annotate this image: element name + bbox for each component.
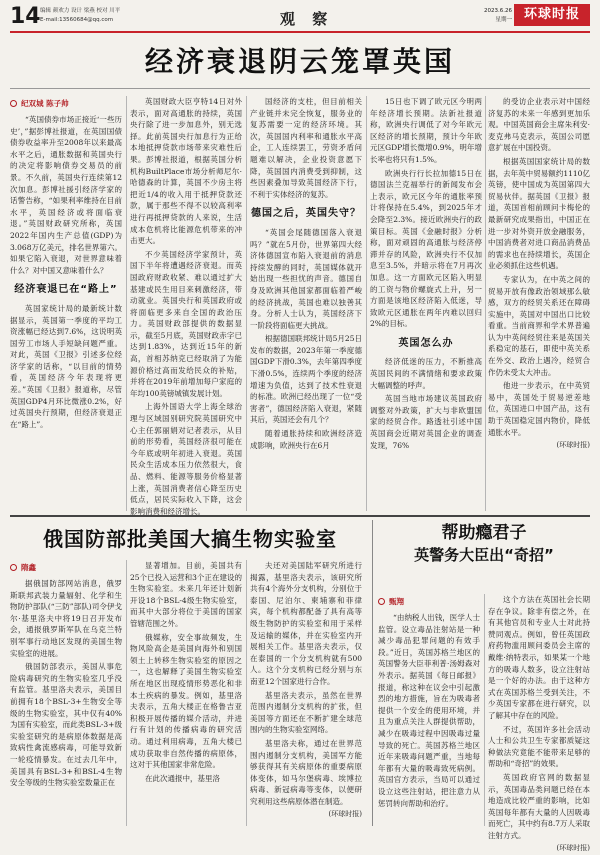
article2-author: 隋鑫 — [21, 563, 36, 572]
article1-author: 纪双城 陈子帅 — [21, 99, 69, 108]
article2-paragraph: 据俄国防部网站消息，俄罗斯联邦武装力量辐射、化学和生物防护部队(“三防”部队)司令伊戈尔·基里洛夫中将19日召开发布会，通报俄罗斯军队在乌克兰特别军事行动地区发现的美国生物实验室的进展。 — [10, 579, 122, 658]
article2-column-2 — [130, 560, 242, 826]
article1-column-1 — [10, 96, 122, 511]
article3-paragraph: “由纳税人出钱，医学人士监管。设立毒品注射站是一种减少毒品犯罪问题的有效手段。”近日，英国苏格兰地区的英国警务大臣菲利普·汤姆森对外表示。据英国《每日邮报》报道，称这种在议会中引起激烈的地方措施，旨在为吸毒者提供一个安全的使用环境，并且为重点关注人群提供帮助，减少在吸毒过程中因吸毒过量导致的死亡。英国苏格兰地区近年来吸毒问题严重，当地每年都有大量的吸毒致死病例。英国官方表示，当局可以通过设立这些注射站，把注意力从惩罚转向帮助和治疗。 — [378, 613, 480, 808]
article3-paragraph: 不过，英国许多社会活动人士和公共卫生专家都质疑这种做法究竟能不能带来足够的帮助和“奇招”的效果。 — [488, 724, 590, 769]
article1-paragraph: 经济低迷的压力，不断推高英国民间的不满情绪和要求政策大幅调整的呼声。 — [370, 357, 482, 390]
article3-column-1 — [378, 594, 480, 826]
article2-paragraph: 在此次通报中，基里洛 — [145, 773, 220, 783]
article1-paragraph: 欧洲央行行长拉加德15日在德国法兰克福举行的新闻发布会上表示，欧元区今年的通胀率预计将保持在5.4%，到2025年才会降至2.3%。接近欧洲央行的政策目标。英国《金融时报》分析称，面对顽固的高通胀与经济停滞并存的风险，欧洲央行不仅加息至3.5%，并暗示将在7月再次加息。这一方面欧元区陷入明显的工资与物价螺旋式上升，另一方面是该地区经济陷入低迷，导致欧元区通胀在两年内难以回归2%的目标。 — [370, 168, 482, 329]
column-divider — [126, 560, 127, 826]
article1-paragraph: 英国家统计局的最新统计数据显示，英国第一季度的平均工资涨幅已经达到7.6%，这说明英国劳工市场人手短缺问题严重。对此，英国《卫报》引述多位经济学家的话称，“以目前的情势看，英国经济今年表现将更差。”英国《卫报》报道称，尽管英国GDP4月环比微涨0.2%，好过英国央行预期，但经济衰退正在“路上”。 — [10, 303, 122, 429]
article-divider — [372, 520, 373, 826]
article3-paragraph: 英国政府官网的数据显示，英国毒品类问题已经在本地造成比较严重的影响，比如英国每年都有大量的人因吸毒而死亡，其中约有8.7万人采取注射方式。 — [488, 772, 590, 840]
article1-paragraph: 根据英国国家统计局的数据，去年英中贸易额约1110亿英镑，使中国成为英国第四大贸易伙伴。据英国《卫报》报道，英国首相前顾问卡梅伦的最新研究成果指出，中国正在进一步对外资开放金融服务，中国消费者对进口商品消费品的需求也在持续增长，英国企业必须抓住这些机遇。 — [488, 156, 590, 271]
article1-paragraph: 英国财政大臣亨特14日对外表示，面对高通胀的持续，英国央行除了进一步加息外，别无选择。此前英国央行加息行为正给本地抵押贷款市场带来灾难性后果。彭博社报道，根据英国分析机构BuiltPlace市场分析师尼尔·哈德森的计算，英国不少房主将把近1/4的收入用于抵押贷款还款，属于那些不得不以较高利率进行再抵押贷款的人来说，生活成本危机将比能源危机带来的冲击更大。 — [130, 97, 242, 246]
article3-author: 甄翔 — [389, 597, 404, 606]
article1-subheading-3: 英国怎么办 — [398, 337, 454, 349]
section-rule — [10, 515, 590, 517]
column-divider — [246, 560, 247, 826]
article2-headline: 俄国防部批美国大搞生物实验室 — [43, 527, 337, 551]
article2-paragraph: 显著增加。目前，美国共有25个已投入运营和3个正在建设的生物实验室。未来几年还计划新开设18个BSL-4级生物实验室，而其中大部分将位于美国的国家管辖范围之外。 — [130, 561, 242, 628]
article2-paragraph: 俄国防部表示，美国从事危险病毒研究的生物实验室几乎没有监管。基里洛夫表示，美国目前拥有18个BSL-3+生物安全等级的生物实验室，其中仅有40%为国有实验室，而此类BSL-3+级实验室研究的是病原体数据是高致病性禽流感病毒，可能导致新一轮疫情暴发。在过去几年中，美国具有BSL-3+和BSL-4生物安全等级的生物实验室数量正在 — [10, 662, 122, 788]
article2-column-1 — [10, 560, 122, 826]
article3-column-2 — [488, 594, 590, 853]
column-divider — [366, 96, 367, 511]
page-number: 14 — [10, 4, 41, 29]
editor-email: E-mail:13560684@qq.com — [40, 17, 114, 23]
article1-paragraph: 国经济的支柱，但目前相关产业链并未完全恢复，服务业的复苏需要一定的经济环境。其次，英国国内利率和通胀水平高企，工人连续罢工，劳资矛盾问题难以解决，企业投资意愿下降，英国国内消费受到抑制，这些因素叠加导致英国经济下行，不利于实体经济的复苏。 — [250, 97, 362, 199]
article2-paragraph: 夫还对美国陆军研究所进行揭露，基里洛夫表示，该研究所共有4个海外分支机构，分别位于泰国、尼泊尔、柬埔寨和菲律宾，每个机构都配备了具有高等级生物防护的实验室和用于采样及运输的媒体，并在实验室内开展相关工作。基里洛夫表示，仅在泰国的一个分支机构就有500人。这个分支机构已经分别与东南亚12个国家进行合作。 — [250, 561, 362, 686]
article1-paragraph: 英国当地市场建议英国政府调整对外政策，扩大与非欧盟国家的经贸合作。路透社引述中国英国商会近期对英国企业的调查发现，76% — [370, 394, 482, 450]
article1-column-5 — [488, 96, 590, 511]
column-divider — [484, 594, 485, 826]
article2-paragraph: 俄媒称，安全事故频发，生物风险高企是美国向海外和别国领土上转移生物实验室的原因之一，这也解释了美国生物实验室所在地区出现疫情形势恶化和非本土疾病的暴发。例如，基里洛夫表示，五角大楼正在格鲁吉亚积极开展传播的媒介活动，并进行有计划的传播病毒的研究活动。通过利用病毒，五角大楼已成功获取非自然传播的病原体，这对于其他国家非常危险。 — [130, 632, 242, 770]
masthead-logo: 环球时报 — [514, 4, 590, 26]
article1-subheading-1: 经济衰退已在“路上” — [14, 284, 118, 296]
article1-paragraph: 上海外国语大学上海全球治理与区域国别研究院英国研究中心主任郭丽娟对记者表示，从目前的形势看，英国经济很可能在今年底或明年初进入衰退。英国民众生活成本压力依然很大，食品、燃料、能源等服务价格显著上涨，英国消费者信心降至历史低点，居民实际收入下降，这会影响消费和经济增长。 — [130, 402, 242, 516]
article1-subheading-2: 德国之后，英国失守？ — [251, 208, 361, 220]
article1-paragraph: 15日也下调了欧元区今明两年经济增长预期。法新社报道称，欧洲央行调低了对今年欧元区经济的增长预期，预计今年欧元区GDP增长微增0.9%，明年增长率也将只有1.5%。 — [370, 97, 482, 164]
column-divider — [126, 96, 127, 511]
article1-byline — [10, 98, 122, 110]
article2-byline — [10, 562, 122, 574]
section-title: 观 察 — [280, 10, 334, 28]
article1-headline: 经济衰退阴云笼罩英国 — [144, 45, 455, 78]
article3-paragraph: 这个方法在英国社会长期存在争议。除非有偿之外，在有其他官员和专业人士对此持赞同观点。例如，曾任英国政府药物滥用顾问委员会主席的戴维·纳特表示，如果某一个地方的吸毒人数多，设立注射站是一个好的办法。由于这种方式在英国苏格兰受到关注，不少英国专家都在进行研究，以了解其中存在的风险。 — [488, 595, 590, 720]
article3-credit: (环球时报) — [556, 844, 590, 853]
article1-paragraph: 的受访企业表示对中国经济复苏的未来一年感到更加乐观。中国英国商会主席朱利安·麦克弗马克表示，英国公司愿意扩展在中国投资。 — [488, 97, 590, 153]
article1-credit: (环球时报) — [556, 441, 590, 450]
article3-headline-line1: 帮助瘾君子 — [441, 523, 527, 543]
pen-icon — [10, 100, 17, 107]
page-header — [10, 4, 590, 30]
article1-column-3 — [250, 96, 362, 511]
pen-icon — [378, 598, 385, 605]
article1-paragraph: 不少英国经济学家预计，英国下半年将遭遇经济衰退。而英国政府财政收紧、难以通过扩大基建或民生用目来刺激经济，带动就业。英国央行和英国政府或将面临更多来自全国的政治压力。英国财政部提供的数据显示，截至5月底，英国财政赤字已达到1.83%，达到近15年的新高，首相苏纳克已经取消了为能源价格过高而发给民众的补贴，并将在2019年前增加每户家庭的年均100英镑城镇发展计划。 — [130, 249, 242, 398]
article1-paragraph: 根据德国联邦统计局5月25日发布的数据，2023年第一季度德国GDP下滑0.3%，去年第四季度下滑0.5%，连续两个季度的经济增速为负值，达到了技术性衰退的标准。欧洲已经出现了一位“受害者”，德国经济陷入衰退，紧随其后，英国还会有几个？ — [250, 334, 362, 425]
editor-line: 编辑 颜欢力 设计 梁燕 校对 川平 — [40, 8, 121, 14]
dateline — [484, 7, 512, 25]
article1-paragraph: 专家认为，在中英之间的贸易开放有像政治领域那么敏感，双方的经贸关系还在障碍实施中，英国对中国出口比较看重。当前商界和学术界普遍认为中英间经贸往来是英国关系稳定的基石，即使中英关系在外交、政治上遇冷，经贸合作仍未受太大冲击。 — [488, 274, 590, 377]
article1-paragraph: “英国债券市场正接近‘一些历史’，”据彭博社报道，在英国国债债券收益率升至2008年以来最高水平之后，通胀数据和英国央行的决定将影响债券交易员的前景。不久前，英国央行连续第12次加息。彭博社援引经济学家的话警告称，“如果利率维持在目前水平，英国经济或将面临衰退。”英国财政研究所称，英国2022年国内生产总值(GDP)为3.068万亿美元，排名世界第六。如果它陷入衰退，对世界意味着什么？对中国又意味着什么？ — [10, 115, 122, 275]
column-divider — [246, 96, 247, 511]
header-rule — [10, 31, 590, 33]
article2-credit: (环球时报) — [328, 810, 362, 819]
article3-byline — [378, 596, 480, 608]
article1-column-2 — [130, 96, 242, 516]
article1-column-4 — [370, 96, 482, 511]
issue-weekday: 星期一 — [495, 17, 512, 23]
article2-paragraph: 基里洛夫表示，虽然在世界范围内遏制分支机构的扩张，但美国等方面还在不断扩建全球范围内的生物实验室网络。 — [250, 690, 362, 735]
headline-rule — [10, 88, 590, 89]
article2-paragraph: 基里洛夫称，通过在世界范围内遏制分支机构，美国军方能够获得其有关病原体的重要病原体变体，如马尔堡病毒、埃博拉病毒、新冠病毒等变体，以便研究利用这些病原体潜在制造。 — [250, 738, 362, 806]
article3-headline — [378, 522, 590, 588]
column-divider — [485, 96, 486, 511]
article1-paragraph: 他进一步表示，在中英贸易中，英国处于贸易逆差地位，英国进口中国产品，这有助于英国稳定国内物价，降低通胀水平。 — [488, 381, 590, 437]
pen-icon — [10, 564, 17, 571]
editor-credits — [40, 7, 120, 25]
article3-headline-line2: 英警务大臣出“奇招” — [414, 546, 554, 564]
article2-column-3 — [250, 560, 362, 826]
article1-paragraph: 随着通胀持续和欧洲经济造成影响，欧洲央行在6月 — [250, 429, 362, 450]
article1-paragraph: “英国会尾随德国落入衰退吗？”就在5月份，世界第四大经济体德国宣布陷入衰退前的消息持续发酵的同时，英国媒体就开始出现一些担忧的声音。德国自身及欧洲其他国家都面临着严峻的经济挑战，英国也难以独善其身。分析人士认为，英国经济下一阶段将面临更大挑战。 — [250, 227, 362, 330]
issue-date: 2023.6.26 — [484, 8, 512, 14]
